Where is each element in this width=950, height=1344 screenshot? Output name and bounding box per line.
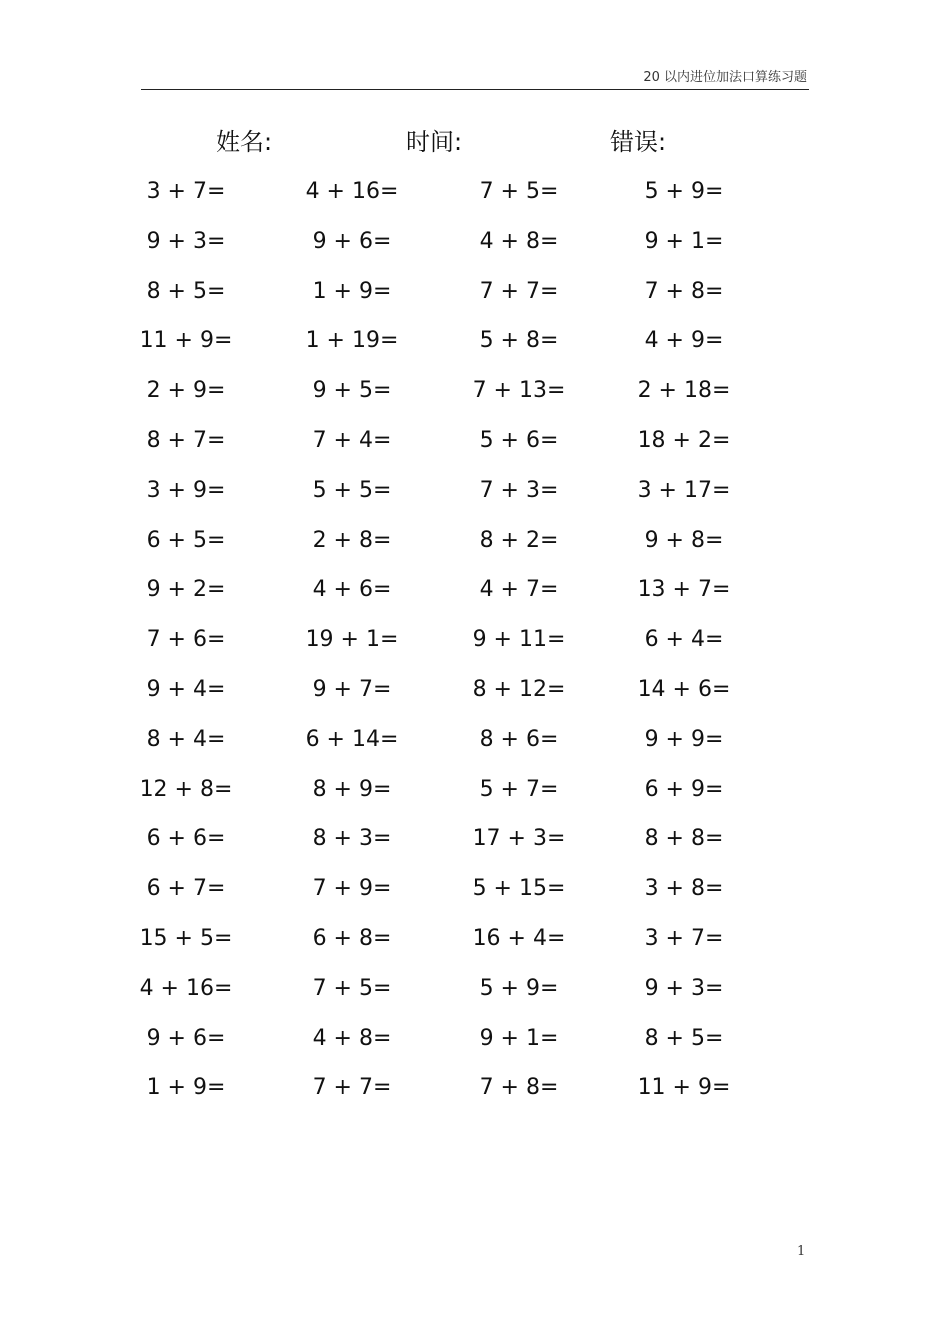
page-number: 1 — [797, 1244, 806, 1259]
errors-field-label: 错误: — [610, 128, 667, 156]
addition-problem: 9 + 6= — [312, 228, 392, 254]
addition-problem: 2 + 9= — [146, 378, 226, 404]
addition-problem: 8 + 4= — [146, 726, 226, 752]
addition-problem: 17 + 3= — [472, 826, 566, 852]
problem-row — [0, 220, 950, 270]
problem-row — [0, 319, 950, 369]
problem-row — [0, 1066, 950, 1116]
addition-problem: 7 + 5= — [312, 975, 392, 1001]
addition-problem: 6 + 6= — [146, 826, 226, 852]
addition-problem: 3 + 8= — [644, 876, 724, 902]
addition-problem: 5 + 8= — [479, 328, 559, 354]
addition-problem: 7 + 8= — [479, 1075, 559, 1101]
problem-row — [0, 618, 950, 668]
addition-problem: 5 + 5= — [312, 477, 392, 503]
addition-problem: 7 + 3= — [479, 477, 559, 503]
addition-problem: 7 + 7= — [479, 278, 559, 304]
addition-problem: 8 + 3= — [312, 826, 392, 852]
addition-problem: 4 + 16= — [139, 975, 233, 1001]
problem-row — [0, 967, 950, 1017]
addition-problem: 1 + 19= — [305, 328, 399, 354]
addition-problem: 7 + 4= — [312, 427, 392, 453]
addition-problem: 5 + 15= — [472, 876, 566, 902]
addition-problem: 3 + 17= — [637, 477, 731, 503]
addition-problem: 9 + 6= — [146, 1025, 226, 1051]
addition-problem: 16 + 4= — [472, 925, 566, 951]
addition-problem: 3 + 7= — [146, 179, 226, 204]
addition-problem: 1 + 9= — [312, 278, 392, 304]
time-field-label: 时间: — [406, 128, 463, 156]
addition-problem: 8 + 12= — [472, 676, 566, 702]
addition-problem: 4 + 7= — [479, 577, 559, 603]
addition-problem: 11 + 9= — [637, 1075, 731, 1101]
addition-problem: 2 + 18= — [637, 378, 731, 404]
problem-row — [0, 917, 950, 967]
addition-problem: 9 + 1= — [479, 1025, 559, 1051]
addition-problem: 6 + 8= — [312, 925, 392, 951]
addition-problem: 6 + 4= — [644, 627, 724, 653]
addition-problem: 7 + 8= — [644, 278, 724, 304]
problem-row — [0, 768, 950, 818]
problem-row — [0, 170, 950, 220]
addition-problem: 11 + 9= — [139, 328, 233, 354]
problem-grid — [0, 170, 950, 1116]
addition-problem: 18 + 2= — [637, 427, 731, 453]
problem-row — [0, 469, 950, 519]
addition-problem: 5 + 7= — [479, 776, 559, 802]
addition-problem: 8 + 5= — [146, 278, 226, 304]
problem-row — [0, 817, 950, 867]
problem-row — [0, 1017, 950, 1067]
addition-problem: 13 + 7= — [637, 577, 731, 603]
addition-problem: 9 + 3= — [146, 228, 226, 254]
problem-row — [0, 519, 950, 569]
addition-problem: 7 + 13= — [472, 378, 566, 404]
addition-problem: 9 + 2= — [146, 577, 226, 603]
addition-problem: 5 + 9= — [644, 179, 724, 204]
addition-problem: 6 + 9= — [644, 776, 724, 802]
addition-problem: 5 + 9= — [479, 975, 559, 1001]
addition-problem: 5 + 6= — [479, 427, 559, 453]
addition-problem: 8 + 5= — [644, 1025, 724, 1051]
addition-problem: 8 + 2= — [479, 527, 559, 553]
addition-problem: 8 + 6= — [479, 726, 559, 752]
addition-problem: 7 + 6= — [146, 627, 226, 653]
addition-problem: 9 + 3= — [644, 975, 724, 1001]
addition-problem: 7 + 7= — [312, 1075, 392, 1101]
addition-problem: 6 + 5= — [146, 527, 226, 553]
addition-problem: 8 + 8= — [644, 826, 724, 852]
addition-problem: 6 + 14= — [305, 726, 399, 752]
addition-problem: 8 + 7= — [146, 427, 226, 453]
addition-problem: 14 + 6= — [637, 676, 731, 702]
addition-problem: 9 + 8= — [644, 527, 724, 553]
header-divider — [141, 89, 809, 90]
problem-row — [0, 270, 950, 320]
addition-problem: 9 + 4= — [146, 676, 226, 702]
header-title: 20 以内进位加法口算练习题 — [643, 70, 807, 85]
addition-problem: 12 + 8= — [139, 776, 233, 802]
addition-problem: 1 + 9= — [146, 1075, 226, 1101]
addition-problem: 9 + 1= — [644, 228, 724, 254]
problem-row — [0, 419, 950, 469]
addition-problem: 4 + 6= — [312, 577, 392, 603]
addition-problem: 7 + 5= — [479, 179, 559, 204]
name-field-label: 姓名: — [216, 128, 273, 156]
addition-problem: 7 + 9= — [312, 876, 392, 902]
addition-problem: 9 + 5= — [312, 378, 392, 404]
addition-problem: 8 + 9= — [312, 776, 392, 802]
problem-row — [0, 867, 950, 917]
addition-problem: 9 + 11= — [472, 627, 566, 653]
addition-problem: 2 + 8= — [312, 527, 392, 553]
addition-problem: 19 + 1= — [305, 627, 399, 653]
addition-problem: 4 + 8= — [479, 228, 559, 254]
addition-problem: 3 + 7= — [644, 925, 724, 951]
addition-problem: 6 + 7= — [146, 876, 226, 902]
student-info-fields — [0, 124, 950, 164]
addition-problem: 15 + 5= — [139, 925, 233, 951]
problem-row — [0, 568, 950, 618]
problem-row — [0, 369, 950, 419]
addition-problem: 3 + 9= — [146, 477, 226, 503]
problem-row — [0, 718, 950, 768]
problem-row — [0, 668, 950, 718]
addition-problem: 4 + 16= — [305, 179, 399, 204]
addition-problem: 4 + 8= — [312, 1025, 392, 1051]
addition-problem: 9 + 7= — [312, 676, 392, 702]
addition-problem: 9 + 9= — [644, 726, 724, 752]
addition-problem: 4 + 9= — [644, 328, 724, 354]
